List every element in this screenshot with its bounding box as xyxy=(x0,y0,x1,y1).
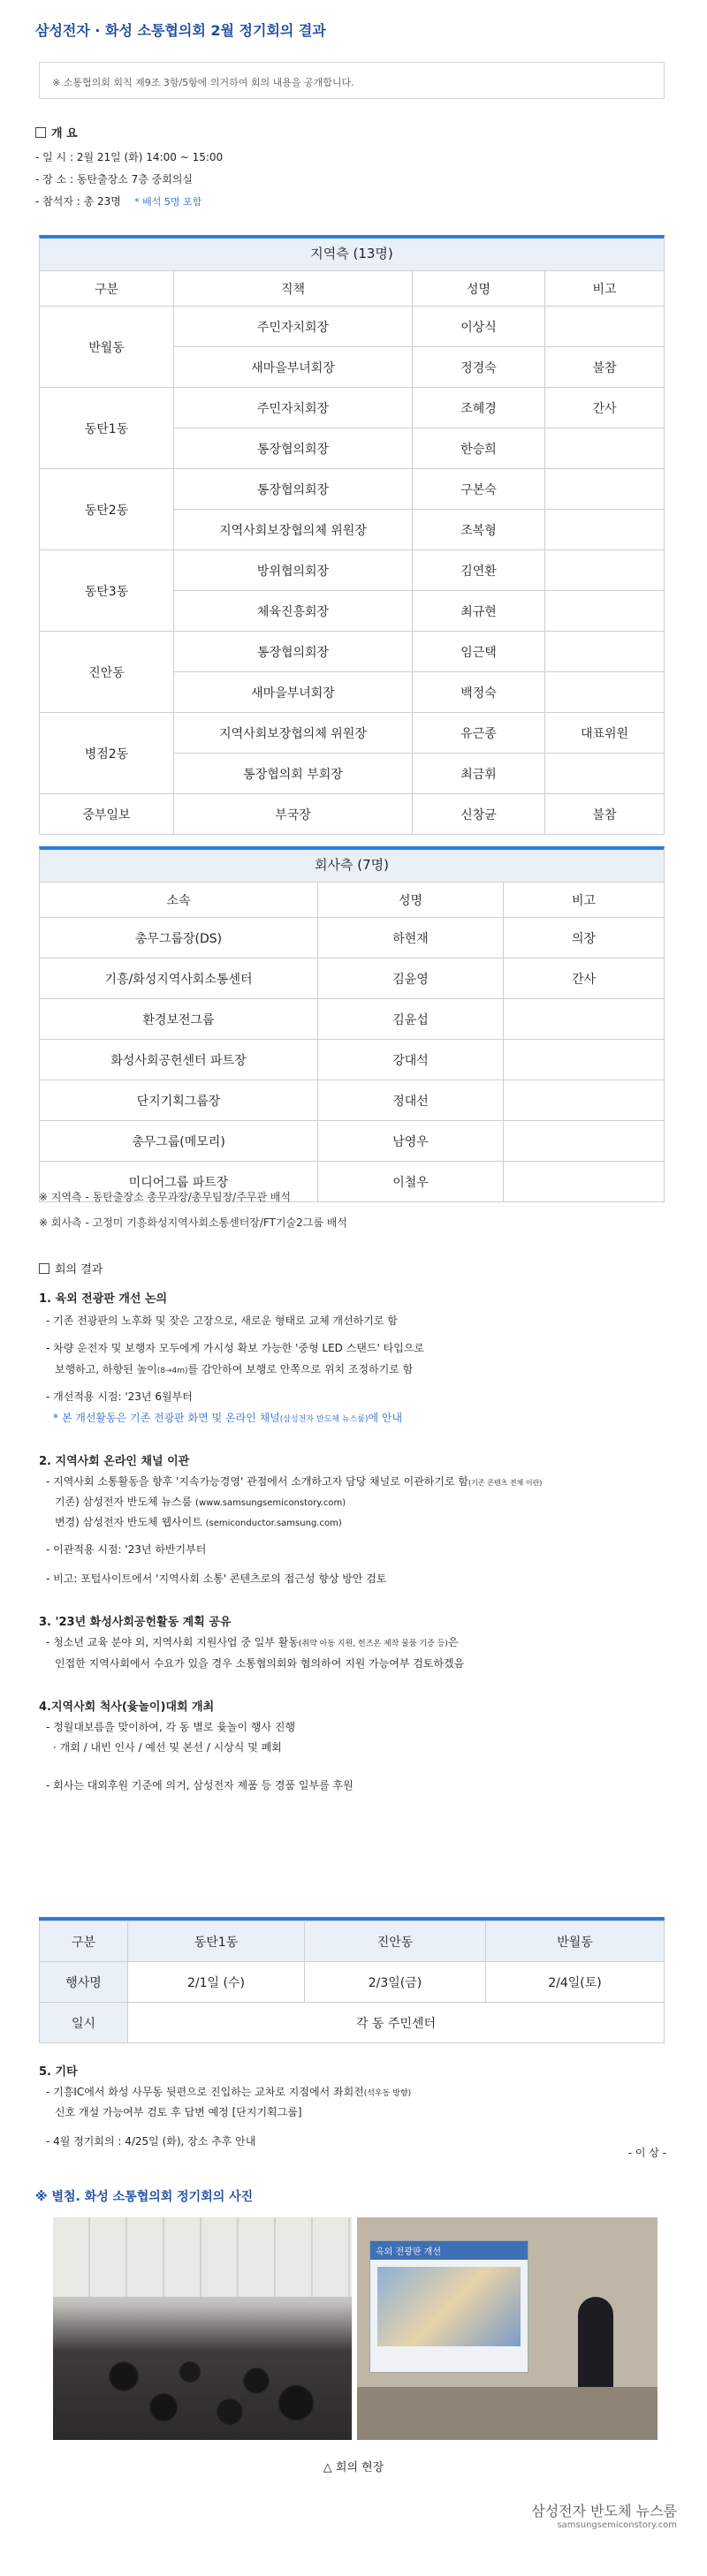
table-cell: 통장협의회장 xyxy=(174,469,413,510)
meeting-photo-left xyxy=(53,2217,352,2440)
table-cell: 대표위원 xyxy=(545,713,665,754)
table-cell: 화성사회공헌센터 파트장 xyxy=(40,1040,318,1080)
results-section xyxy=(39,1260,666,1792)
region-group-cell: 진안동 xyxy=(40,632,174,713)
disclosure-notice: ※ 소통협의회 회칙 제9조 3항/5항에 의거하여 회의 내용을 공개합니다. xyxy=(39,62,665,99)
result-2-small: (기존 콘텐츠 전체 이관) xyxy=(468,1479,543,1487)
region-group-cell: 병점2동 xyxy=(40,713,174,794)
result-2-text: 변경) 삼성전자 반도체 웹사이트 xyxy=(55,1516,206,1528)
table-cell: 하현재 xyxy=(318,918,504,958)
table-cell: 환경보전그룹 xyxy=(40,999,318,1040)
region-group-cell: 반월동 xyxy=(40,307,174,388)
table-cell: 의장 xyxy=(504,918,665,958)
table-cell xyxy=(545,550,665,591)
footer-brand: 삼성전자 반도체 뉴스룸 xyxy=(531,2503,677,2519)
result-5-text: 뒷편으로 진입하는 교차로 지점에서 좌회전 xyxy=(163,2086,364,2098)
region-table xyxy=(39,235,665,835)
table-cell xyxy=(545,672,665,713)
row-label: 행사명 xyxy=(40,1962,128,2003)
table-cell: 통장협의회장 xyxy=(174,632,413,672)
table-row xyxy=(40,1080,665,1121)
table-cell: 조복형 xyxy=(413,510,545,550)
table-cell: 불참 xyxy=(545,347,665,388)
event-table xyxy=(39,1917,665,2043)
result-2-small: (semiconductor.samsung.com) xyxy=(205,1519,342,1528)
result-1-note: * 본 개선활동은 기존 전광판 화면 및 온라인 채널 xyxy=(53,1412,280,1424)
table-row xyxy=(40,958,665,999)
header-cell: 소속 xyxy=(40,883,318,918)
table-cell: 유근종 xyxy=(413,713,545,754)
table-header-row xyxy=(40,271,665,307)
header-cell: 성명 xyxy=(413,271,545,307)
region-table-caption: 지역측 (13명) xyxy=(39,235,665,270)
table-row xyxy=(40,2003,665,2043)
result-1-line: - 차량 운전자 및 보행자 모두에게 가시성 확보 가능한 '중형 LED 스탠드' 타입으로 xyxy=(46,1342,424,1354)
result-5-line: - 4월 정기회의 : 4/25일 (화), 장소 추후 안내 xyxy=(46,2135,256,2148)
header-cell: 비고 xyxy=(545,271,665,307)
header-cell: 비고 xyxy=(504,883,665,918)
table-row xyxy=(40,1121,665,1162)
table-cell: 주민자치회장 xyxy=(174,307,413,347)
result-1-small: (8→4m) xyxy=(156,1367,188,1375)
result-5-line: 신호 개설 가능여부 검토 후 답변 예정 [단지기획그룹] xyxy=(55,2106,302,2118)
overview-attendees-note: * 배석 5명 포함 xyxy=(134,196,202,208)
header-cell: 반월동 xyxy=(486,1921,665,1962)
table-cell: 김윤영 xyxy=(318,958,504,999)
result-1-line: - 개선적용 시점: '23년 6월부터 xyxy=(46,1390,193,1403)
header-cell: 성명 xyxy=(318,883,504,918)
header-cell: 구분 xyxy=(40,271,174,307)
table-cell xyxy=(545,591,665,632)
table-header-row xyxy=(40,883,665,918)
header-cell: 동탄1동 xyxy=(128,1921,305,1962)
table-cell: 최규현 xyxy=(413,591,545,632)
table-cell: 새마을부녀회장 xyxy=(174,347,413,388)
table-row xyxy=(40,1962,665,2003)
table-cell: 2/4일(토) xyxy=(486,1962,665,2003)
appendix-title: ※ 별첨. 화성 소통협의회 정기회의 사진 xyxy=(35,2190,254,2204)
table-cell: 불참 xyxy=(545,794,665,835)
table-cell: 간사 xyxy=(545,388,665,428)
table-cell: 2/1일 (수) xyxy=(128,1962,305,2003)
table-header-row xyxy=(40,1921,665,1962)
results-head: 회의 결과 xyxy=(55,1263,103,1277)
table-row xyxy=(40,713,665,754)
result-5-text: - 기흥IC에서 화성 사무동 xyxy=(46,2086,163,2098)
result-5-title: 5. 기타 xyxy=(39,2065,78,2079)
table-row xyxy=(40,388,665,428)
result-1-title: 1. 육외 전광판 개선 논의 xyxy=(39,1292,168,1306)
table-row xyxy=(40,469,665,510)
result-1-text: 보행하고, 하향된 높이 xyxy=(55,1363,157,1375)
table-cell xyxy=(545,754,665,794)
header-cell: 구분 xyxy=(40,1921,128,1962)
table-cell: 기흥/화성지역사회소통센터 xyxy=(40,958,318,999)
table-row xyxy=(40,632,665,672)
photo-caption: △ 회의 현장 xyxy=(323,2461,384,2474)
overview-attendees: - 참석자 : 총 23명 xyxy=(35,195,121,208)
table-cell: 임근택 xyxy=(413,632,545,672)
table-row xyxy=(40,307,665,347)
result-5-section xyxy=(39,2062,666,2159)
overview-head: 개 요 xyxy=(51,127,78,140)
table-cell: 정경숙 xyxy=(413,347,545,388)
row-label: 일시 xyxy=(40,2003,128,2043)
table-cell: 이철우 xyxy=(318,1162,504,1202)
region-group-cell: 중부일보 xyxy=(40,794,174,835)
table-cell xyxy=(504,1080,665,1121)
table-cell: 조혜경 xyxy=(413,388,545,428)
table-cell xyxy=(545,428,665,469)
result-3-line: 인접한 지역사회에서 수요가 있을 경우 소통협의회와 협의하여 지원 가능여부 검토하겠음 xyxy=(55,1657,465,1670)
end-mark: - 이 상 - xyxy=(627,2147,666,2159)
table-cell: 간사 xyxy=(504,958,665,999)
overview-date: - 일 시 : 2월 21일 (화) 14:00 ~ 15:00 xyxy=(35,151,224,163)
meeting-photo-right xyxy=(357,2217,658,2440)
table-cell xyxy=(545,307,665,347)
region-group-cell: 동탄3동 xyxy=(40,550,174,632)
table-cell: 신창균 xyxy=(413,794,545,835)
note-company: ※ 회사측 - 고정미 기흥화성지역사회소통센터장/FT기술2그룹 배석 xyxy=(39,1216,347,1229)
checkbox-square-icon xyxy=(35,127,46,138)
table-cell: 주민자치회장 xyxy=(174,388,413,428)
table-cell: 각 동 주민센터 xyxy=(128,2003,665,2043)
table-cell: 지역사회보장협의체 위원장 xyxy=(174,713,413,754)
region-group-cell: 동탄1동 xyxy=(40,388,174,469)
result-4-line: - 정월대보름을 맞이하여, 각 동 별로 윷놀이 행사 진행 xyxy=(46,1721,296,1733)
note-region: ※ 지역측 - 동탄출장소 총무과장/총무팀장/주무관 배석 xyxy=(39,1191,291,1203)
table-cell: 2/3일(금) xyxy=(305,1962,486,2003)
checkbox-square-icon xyxy=(39,1263,49,1274)
overview-place: - 장 소 : 동탄출장소 7층 중회의실 xyxy=(35,173,193,186)
result-1-note-small: (삼성전자 반도체 뉴스룸) xyxy=(279,1415,369,1424)
result-2-text: - 지역사회 소통활동을 향후 '지속가능경영' 관점에서 소개하고자 담당 채널로 이관하기로 함 xyxy=(46,1475,468,1488)
table-cell: 한승희 xyxy=(413,428,545,469)
table-cell xyxy=(504,1121,665,1162)
page-title: 삼성전자 · 화성 소통협의회 2월 정기회의 결과 xyxy=(35,22,326,39)
result-5-small: (석우동 방향) xyxy=(363,2089,412,2098)
table-cell xyxy=(545,632,665,672)
result-4-title: 4.지역사회 척사(윷놀이)대회 개최 xyxy=(39,1701,215,1714)
table-cell: 통장협의회장 xyxy=(174,428,413,469)
result-2-line: - 이관적용 시점: '23년 하반기부터 xyxy=(46,1543,207,1556)
company-table-caption: 회사측 (7명) xyxy=(39,846,665,882)
result-4-line: · 개회 / 내빈 인사 / 예선 및 본선 / 시상식 및 폐회 xyxy=(53,1741,282,1754)
screen-title: 옥외 전광판 개선 xyxy=(370,2241,528,2260)
table-cell xyxy=(504,1162,665,1202)
table-cell: 총무그룹(메모리) xyxy=(40,1121,318,1162)
table-cell: 정대선 xyxy=(318,1080,504,1121)
table-cell xyxy=(545,510,665,550)
table-cell: 지역사회보장협의체 위원장 xyxy=(174,510,413,550)
result-2-title: 2. 지역사회 온라인 채널 이관 xyxy=(39,1455,190,1468)
header-cell: 진안동 xyxy=(305,1921,486,1962)
table-cell: 강대석 xyxy=(318,1040,504,1080)
result-4-line: - 회사는 대외후원 기준에 의거, 삼성전자 제품 등 경품 일부를 후원 xyxy=(46,1779,354,1792)
footer-logo xyxy=(531,2500,677,2530)
result-3-small: (취약 아동 지원, 헌즈온 제작 물품 기증 등) xyxy=(298,1640,448,1648)
table-row xyxy=(40,1040,665,1080)
table-cell xyxy=(545,469,665,510)
result-3-title: 3. '23년 화성사회공헌활동 계획 공유 xyxy=(39,1616,232,1629)
table-cell: 김윤섭 xyxy=(318,999,504,1040)
table-cell: 통장협의회 부회장 xyxy=(174,754,413,794)
table-cell: 새마을부녀회장 xyxy=(174,672,413,713)
table-cell: 남영우 xyxy=(318,1121,504,1162)
table-row xyxy=(40,794,665,835)
company-table xyxy=(39,846,665,1202)
table-cell: 단지기획그룹장 xyxy=(40,1080,318,1121)
table-cell: 이상식 xyxy=(413,307,545,347)
result-1-note: 에 안내 xyxy=(368,1412,403,1424)
table-cell: 최금휘 xyxy=(413,754,545,794)
result-1-text: 를 감안하여 보행로 안쪽으로 위치 조정하기로 함 xyxy=(187,1363,414,1375)
table-cell: 미디어그룹 파트장 xyxy=(40,1162,318,1202)
result-3-text: 은 xyxy=(447,1636,459,1648)
result-3-text: - 청소년 교육 분야 외, 지역사회 지원사업 중 일부 활동 xyxy=(46,1636,299,1648)
footer-url: samsungsemiconstory.com xyxy=(557,2520,677,2530)
table-cell: 방위협의회장 xyxy=(174,550,413,591)
overview-section xyxy=(35,124,223,208)
table-cell: 김연환 xyxy=(413,550,545,591)
result-2-line: - 비고: 포털사이트에서 '지역사회 소통' 콘텐츠로의 접근성 향상 방안 검토 xyxy=(46,1572,387,1585)
table-cell xyxy=(504,1040,665,1080)
header-cell: 직책 xyxy=(174,271,413,307)
table-cell xyxy=(504,999,665,1040)
table-cell: 체육진흥회장 xyxy=(174,591,413,632)
table-cell: 백정숙 xyxy=(413,672,545,713)
result-1-line: - 기존 전광판의 노후화 및 잦은 고장으로, 새로운 형태로 교체 개선하기로 함 xyxy=(46,1315,398,1327)
table-cell: 구본숙 xyxy=(413,469,545,510)
result-2-small: (www.samsungsemiconstory.com) xyxy=(195,1498,346,1508)
table-row xyxy=(40,550,665,591)
table-cell: 부국장 xyxy=(174,794,413,835)
presentation-screen xyxy=(369,2240,528,2373)
result-2-text: 기존) 삼성전자 반도체 뉴스룸 xyxy=(55,1496,196,1508)
table-row xyxy=(40,999,665,1040)
table-cell: 총무그룹장(DS) xyxy=(40,918,318,958)
region-group-cell: 동탄2동 xyxy=(40,469,174,550)
table-row xyxy=(40,918,665,958)
